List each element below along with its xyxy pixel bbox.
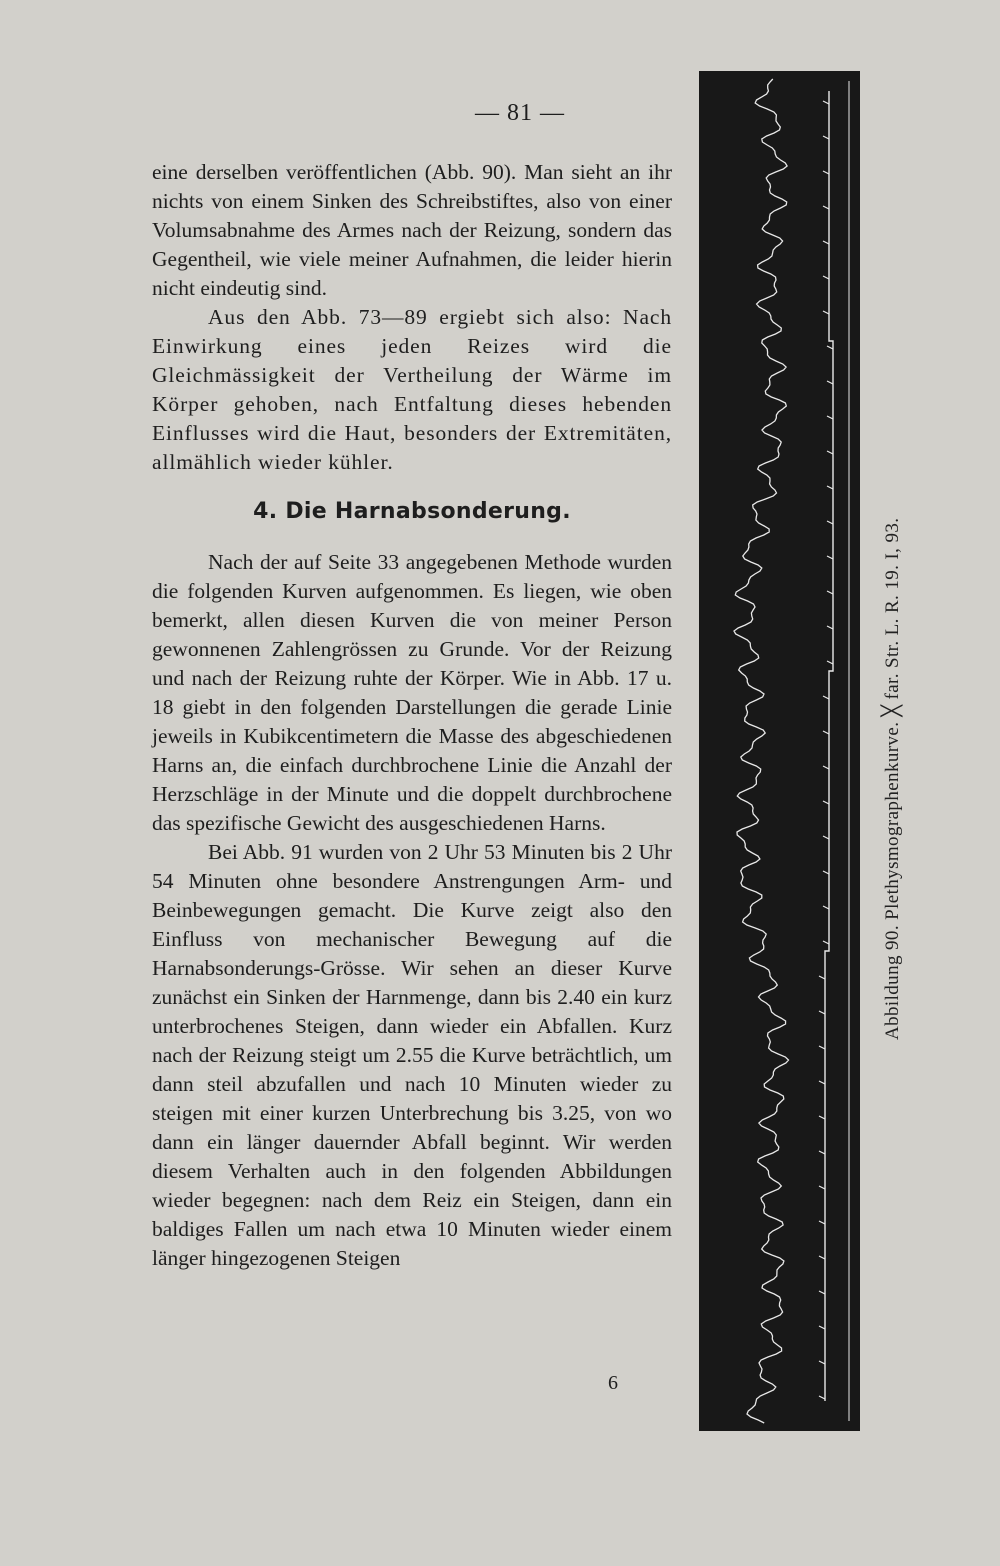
time-tick [823,836,829,839]
time-tick [819,976,825,979]
time-tick [823,241,829,244]
time-tick [823,731,829,734]
figure-caption: Abbildung 90. Plethysmographenkurve. ╳ far. Str. L. R. 19. I, 93. [882,517,903,1040]
time-tick [819,1396,825,1399]
time-tick [827,416,833,419]
time-tick [819,1046,825,1049]
paragraph-1: eine derselben veröffentlichen (Abb. 90). Man sieht an ihr nichts von einem Sinken des Schreibstiftes, also von einer Volumsabnahme des Armes nach der Reizung, sondern das Gegentheil, wie viele meiner Aufnahmen, die leider hierin nicht eindeutig sind. [152,160,672,300]
time-tick [823,766,829,769]
time-tick [823,136,829,139]
paragraph-4: Bei Abb. 91 wurden von 2 Uhr 53 Minuten bis 2 Uhr 54 Minuten ohne besondere Anstrengungen Arm- und Beinbewegungen gemacht. Die Kurve zeigt also den Einfluss von mechanischer Bewegung auf die Harnabsonderungs-Grösse. Wir sehen an dieser Kurve zunächst ein Sinken der Harnmenge, dann bis 2.40 ein kurz unterbrochenes Steigen, dann wieder ein Abfallen. Kurz nach der Reizung steigt um 2.55 die Kurve beträchtlich, um dann steil abzufallen und nach 10 Minuten wieder zu steigen mit einer kurzen Unterbrechung bis 3.25, von wo dann ein länger dauernder Abfall beginnt. Wir werden diesem Verhalten auch in den folgenden Abbildungen wieder begegnen: nach dem Reiz ein Steigen, dann ein baldiges Fallen um nach etwa 10 Minuten wieder einem länger hingezogenen Steigen [152,840,672,1270]
paragraph-2: Aus den Abb. 73—89 ergiebt sich also: Nach Einwirkung eines jeden Reizes wird die Gleichmässigkeit der Vertheilung der Wärme im Körper gehoben, nach Entfaltung dieses hebenden Einflusses wird die Haut, besonders der Extremitäten, allmählich wieder kühler. [152,305,672,474]
time-tick [819,1151,825,1154]
time-tick [827,591,833,594]
time-tick [827,381,833,384]
time-tick [827,556,833,559]
paragraph-3: Nach der auf Seite 33 angegebenen Methode wurden die folgenden Kurven aufgenommen. Es liegen, wie oben bemerkt, allen diesen Kurven die von meiner Person gewonnenen Zahlengrössen zu Grunde. Vor der Reizung und nach der Reizung ruhte der Körper. Wie in Abb. 17 u. 18 giebt in den folgenden Darstellungen die gerade Linie jeweils in Kubikcentimetern die Masse des abgeschiedenen Harns an, die einfach durchbrochene Linie die Anzahl der Herzschläge in der Minute und die doppelt durchbrochene das spezifische Gewicht des ausgeschiedenen Harns. [152,550,672,835]
signature-mark: 6 [608,1372,618,1394]
time-tick [827,451,833,454]
time-tick [827,661,833,664]
page-number: — 81 — [475,100,565,126]
time-tick [823,101,829,104]
time-tick [823,171,829,174]
time-tick [823,801,829,804]
time-tick [819,1186,825,1189]
time-tick [823,311,829,314]
time-tick [819,1291,825,1294]
time-tick [819,1221,825,1224]
time-tick [827,346,833,349]
time-tick [819,1361,825,1364]
time-tick [823,871,829,874]
time-tick [827,626,833,629]
time-tick [827,521,833,524]
time-marker-line [825,91,833,1401]
time-tick [819,1011,825,1014]
time-tick [823,941,829,944]
plethysmograph-trace-image [699,71,860,1431]
section-heading: 4. Die Harnabsonderung. [253,499,571,524]
time-tick [819,1256,825,1259]
time-tick [819,1326,825,1329]
time-tick [819,1116,825,1119]
plethysmograph-figure [699,71,860,1431]
time-tick [823,276,829,279]
time-tick [823,696,829,699]
time-tick [823,906,829,909]
time-tick [819,1081,825,1084]
pulse-trace [734,79,789,1423]
time-tick [823,206,829,209]
text-column [152,158,672,1273]
time-tick [827,486,833,489]
